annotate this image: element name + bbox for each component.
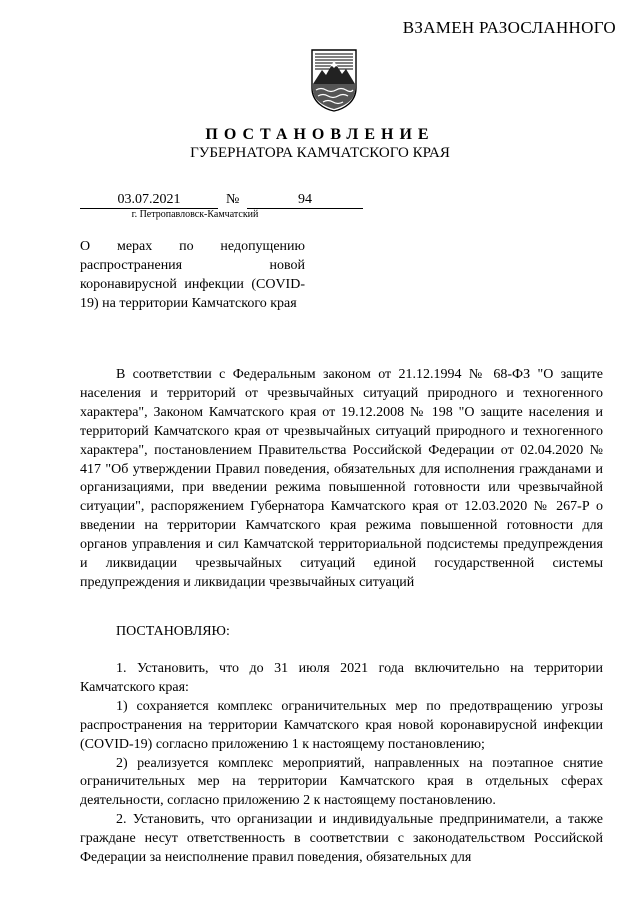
document-number: 94 bbox=[247, 192, 363, 209]
document-issuer: ГУБЕРНАТОРА КАМЧАТСКОГО КРАЯ bbox=[190, 145, 450, 161]
document-title: ПОСТАНОВЛЕНИЕ bbox=[205, 126, 435, 143]
kamchatka-coat-of-arms-icon bbox=[309, 48, 359, 112]
preamble-paragraph: В соответствии с Федеральным законом от 21.12.1994 № 68-ФЗ "О защите населения и территорий от чрезвычайных ситуаций природного и техногенного характера", Законом Камчатского края от 19.12.2008 № 198 "О защите населения и территорий Камчатского края от чрезвычайных ситуаций природного и техногенного характера", постановлением Правительства Российской Федерации от 02.04.2020 № 417 "Об утверждении Правил поведения, обязательных для исполнения гражданами и организациями, при введении режима повышенной готовности или чрезвычайной ситуации", распоряжением Губернатора Камчатского края от 12.03.2020 № 267-Р о введении на территории Камчатского края режима повышенной готовности для органов управления и сил Камчатской территориальной подсистемы предупреждения и ликвидации чрезвычайных ситуаций единой государственной системы предупреждения и ликвидации чрезвычайных ситуаций bbox=[80, 367, 603, 590]
replacement-stamp: ВЗАМЕН РАЗОСЛАННОГО bbox=[402, 18, 616, 37]
document-date: 03.07.2021 bbox=[80, 192, 218, 209]
preamble bbox=[80, 366, 603, 593]
item-1: 1. Установить, что до 31 июля 2021 года включительно на территории Камчатского края: bbox=[80, 661, 603, 695]
item-1-subitem-2: 2) реализуется комплекс мероприятий, направленных на поэтапное снятие ограничительных мер на территории Камчатского края в отдельных сферах деятельности, согласно приложению 2 к настоящему постановлению. bbox=[80, 755, 603, 809]
decree-word: ПОСТАНОВЛЯЮ: bbox=[116, 624, 230, 639]
city-of-issue: г. Петропавловск-Камчатский bbox=[131, 209, 259, 220]
decree-items bbox=[80, 660, 603, 868]
number-sign: № bbox=[226, 192, 240, 207]
item-1-subitem-1: 1) сохраняется комплекс ограничительных мер по предотвращению угрозы распространения на территории Камчатского края новой коронавирусной инфекции (COVID-19) согласно приложению 1 к настоящему постановлению; bbox=[80, 698, 603, 752]
document-subject: О мерах по недопущению распространения новой коронавирусной инфекции (COVID-19) на территории Камчатского края bbox=[80, 239, 305, 311]
item-2: 2. Установить, что организации и индивидуальные предприниматели, а также граждане несут ответственность в соответствии с законодательством Российской Федерации за неисполнение правил поведения, обязательных для bbox=[80, 812, 603, 866]
